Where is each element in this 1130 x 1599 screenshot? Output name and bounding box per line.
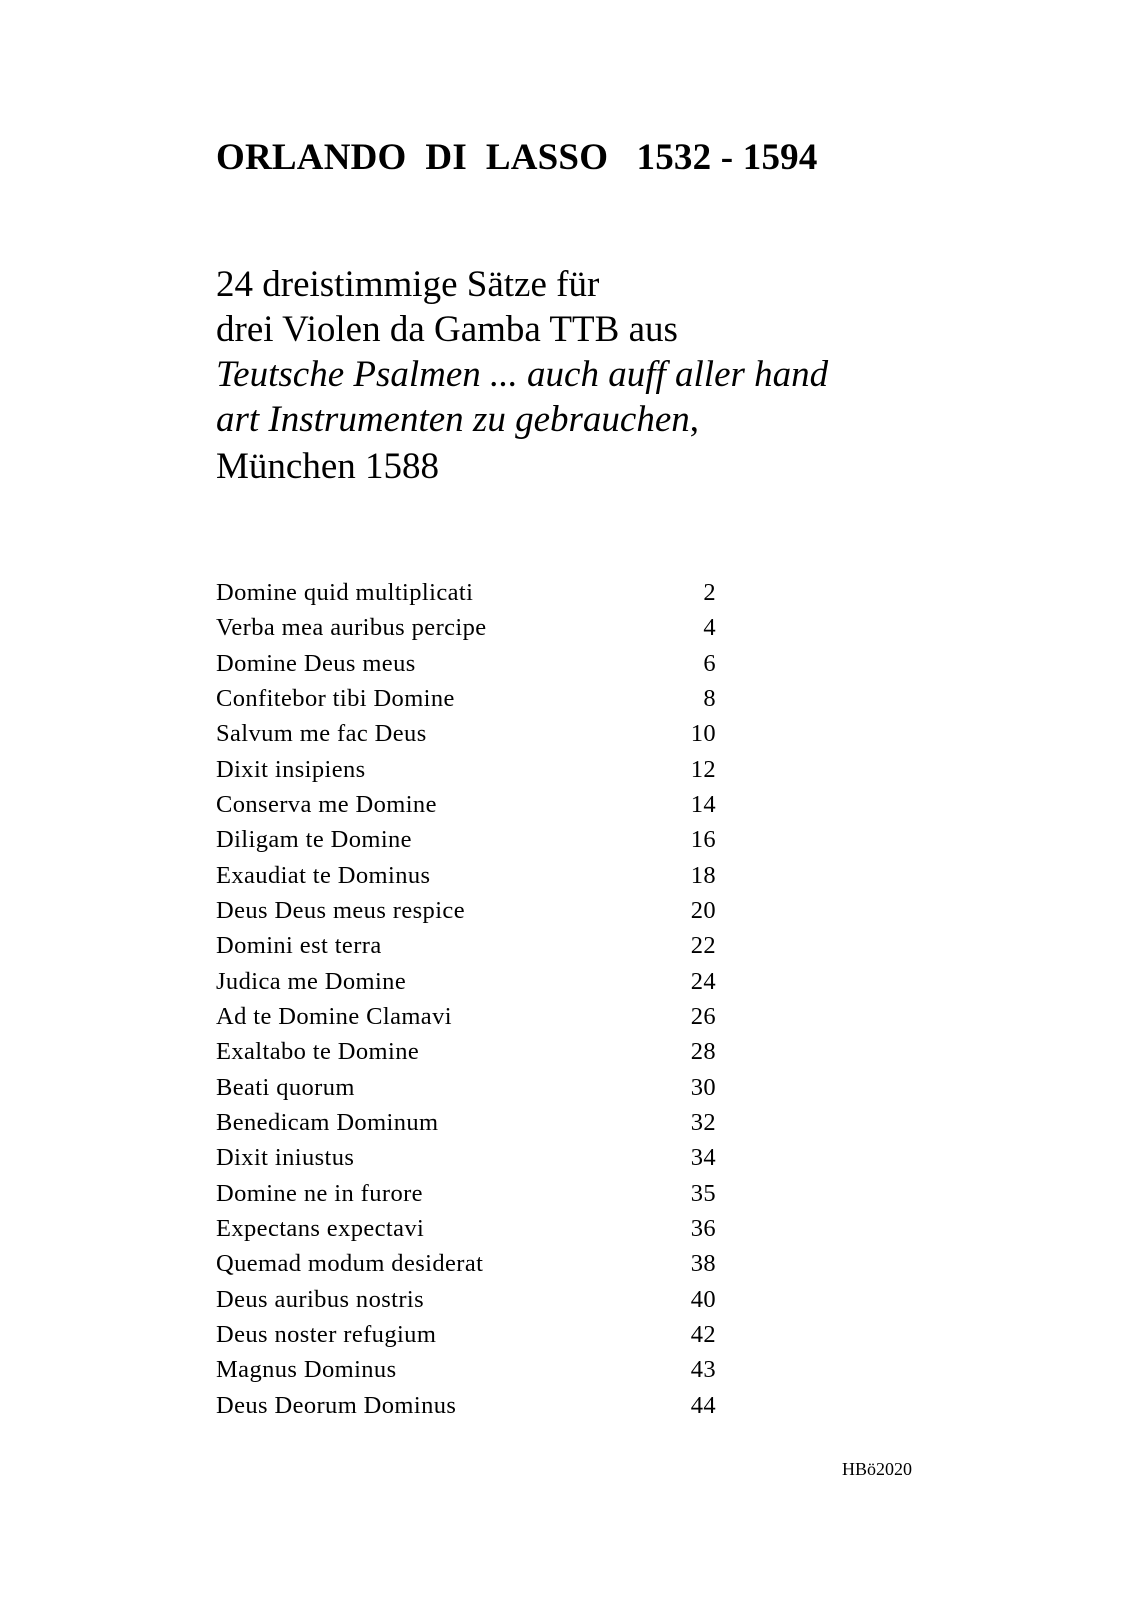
toc-entry-title: Diligam te Domine [216, 826, 412, 854]
composer-heading: ORLANDO DI LASSO 1532 - 1594 [216, 137, 818, 178]
toc-entry [216, 1176, 716, 1211]
toc-entry-title: Domine quid multiplicati [216, 579, 474, 606]
toc-entry [216, 1282, 716, 1317]
toc-entry-title: Expectans expectavi [216, 1214, 425, 1242]
toc-entry-page: 40 [690, 1285, 716, 1313]
toc-entry-title: Domine Deus meus [216, 649, 416, 677]
source-title-line: Teutsche Psalmen ... auch auff aller hand [216, 354, 829, 395]
toc-entry [216, 893, 716, 928]
toc-entry-page: 30 [690, 1073, 716, 1101]
toc-entry-title: Beati quorum [216, 1073, 355, 1101]
toc-entry-page: 34 [690, 1144, 716, 1172]
toc-entry-title: Deus Deorum Dominus [216, 1391, 457, 1419]
toc-entry [216, 646, 716, 681]
toc-entry [216, 610, 716, 645]
toc-entry-page: 16 [690, 826, 716, 854]
toc-entry [216, 1140, 716, 1175]
toc-entry [216, 1105, 716, 1140]
toc-entry-title: Exaltabo te Domine [216, 1038, 420, 1066]
subtitle-line: drei Violen da Gamba TTB aus [216, 309, 678, 350]
toc-entry-title: Dixit iniustus [216, 1144, 355, 1172]
toc-entry-title: Magnus Dominus [216, 1356, 397, 1384]
toc-entry-title: Deus Deus meus respice [216, 896, 465, 924]
toc-entry [216, 1388, 716, 1423]
toc-entry-title: Domini est terra [216, 932, 382, 960]
toc-entry [216, 1352, 716, 1387]
footer-mark: HBö2020 [842, 1459, 913, 1479]
toc-entry-page: 38 [690, 1250, 716, 1278]
toc-entry-page: 43 [690, 1356, 716, 1384]
toc-entry-title: Benedicam Dominum [216, 1108, 439, 1136]
toc-entry-page: 35 [690, 1179, 716, 1207]
toc-entry-page: 22 [690, 932, 716, 960]
toc-entry [216, 822, 716, 857]
work-description [216, 262, 828, 489]
toc-entry-title: Quemad modum desiderat [216, 1250, 484, 1278]
toc-entry [216, 964, 716, 999]
toc-entry-title: Verba mea auribus percipe [216, 614, 487, 642]
toc-entry-title: Deus noster refugium [216, 1320, 437, 1348]
toc-entry [216, 1211, 716, 1246]
toc-entry-page: 26 [690, 1002, 716, 1030]
toc-entry-page: 14 [690, 790, 716, 818]
toc-entry-page: 36 [690, 1214, 716, 1242]
toc-entry-page: 12 [690, 755, 716, 783]
toc-entry-page: 18 [690, 861, 716, 889]
toc-entry-title: Exaudiat te Dominus [216, 861, 431, 889]
toc-entry [216, 681, 716, 716]
toc-entry-title: Deus auribus nostris [216, 1285, 425, 1313]
toc-entry [216, 787, 716, 822]
table-of-contents [216, 575, 716, 1423]
toc-entry-title: Salvum me fac Deus [216, 720, 427, 748]
toc-entry-title: Ad te Domine Clamavi [216, 1002, 452, 1030]
toc-entry [216, 752, 716, 787]
source-title-comma: , [689, 399, 699, 440]
toc-entry-title: Dixit insipiens [216, 755, 366, 783]
toc-entry-title: Confitebor tibi Domine [216, 684, 455, 712]
toc-entry-page: 20 [690, 896, 716, 924]
toc-entry [216, 928, 716, 963]
toc-entry-page: 32 [690, 1108, 716, 1136]
toc-entry-page: 6 [703, 649, 716, 677]
toc-entry-page: 10 [690, 720, 716, 748]
toc-entry [216, 999, 716, 1034]
toc-entry-page: 24 [690, 967, 716, 995]
toc-entry-title: Judica me Domine [216, 967, 407, 995]
toc-entry-title: Conserva me Domine [216, 790, 437, 818]
toc-entry [216, 1246, 716, 1281]
toc-entry-page: 44 [690, 1391, 716, 1419]
toc-entry-page: 8 [703, 684, 716, 712]
toc-entry [216, 575, 716, 610]
source-title-line-2 [216, 397, 828, 442]
publication-place-date: München 1588 [216, 446, 439, 487]
toc-entry [216, 1317, 716, 1352]
toc-entry-page: 4 [703, 614, 716, 642]
toc-entry-title: Domine ne in furore [216, 1179, 423, 1207]
toc-entry [216, 1070, 716, 1105]
subtitle-line: 24 dreistimmige Sätze für [216, 264, 600, 305]
toc-entry [216, 716, 716, 751]
toc-entry-page: 28 [690, 1038, 716, 1066]
toc-entry-page: 2 [703, 579, 716, 606]
toc-entry-page: 42 [690, 1320, 716, 1348]
toc-entry [216, 858, 716, 893]
source-title-text: art Instrumenten zu gebrauchen [216, 399, 690, 440]
toc-entry [216, 1034, 716, 1069]
